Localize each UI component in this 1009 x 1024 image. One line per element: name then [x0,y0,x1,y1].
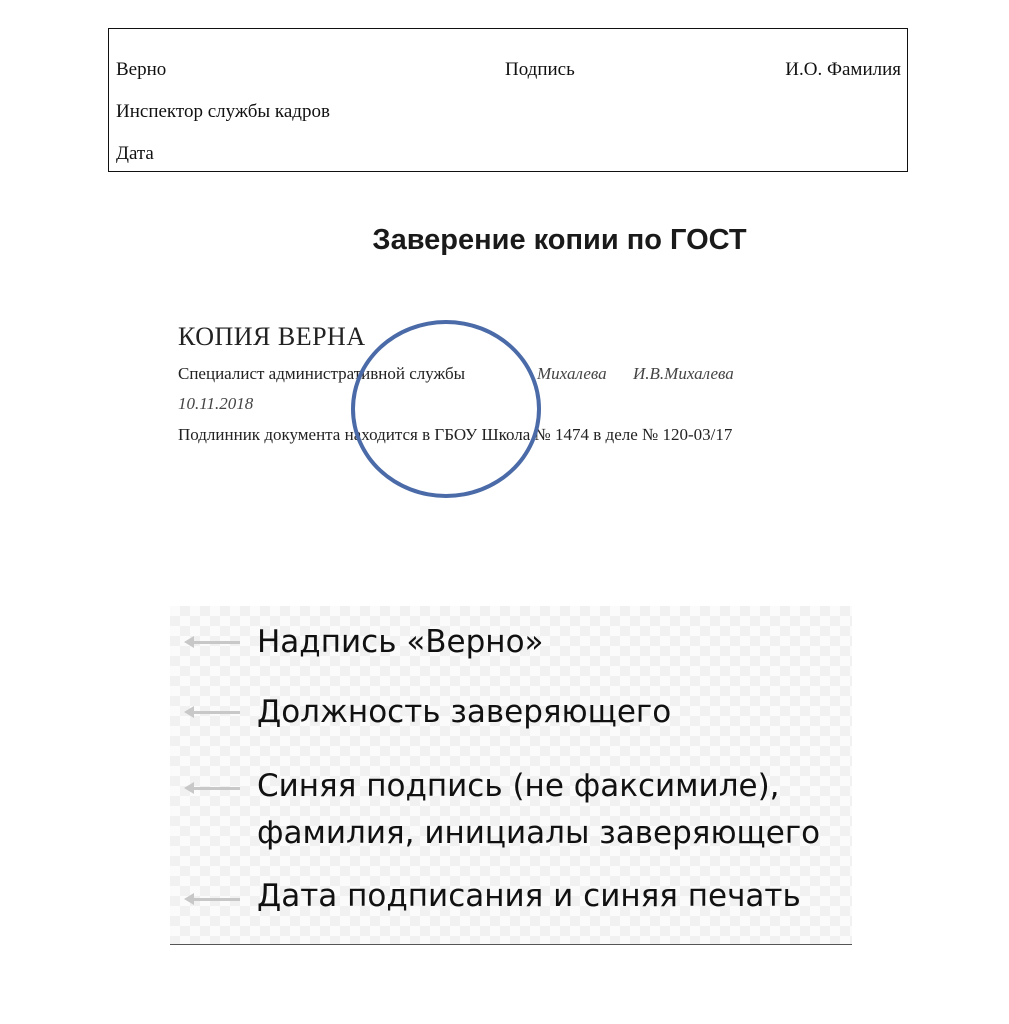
kopia-verna-text: КОПИЯ ВЕРНА [178,322,366,351]
legend-panel [170,606,852,945]
fio-label: И.О. Фамилия [785,59,901,80]
inspector-label: Инспектор службы кадров [116,101,330,122]
verno-label: Верно [116,59,167,80]
sign-date-text: 10.11.2018 [178,394,254,413]
position-text: Специалист административной службы [178,364,466,383]
legend-text: Должность заверяющего [257,694,672,730]
legend-text: Синяя подпись (не факсимиле), [257,768,780,804]
page-title: Заверение копии по ГОСТ [372,224,747,256]
seal-stamp-icon [351,320,541,498]
signer-name-text: И.В.Михалева [633,364,734,383]
arrow-left-icon [184,787,240,790]
arrow-left-icon [184,898,240,901]
signature-label: Подпись [505,59,575,80]
legend-text: фамилия, инициалы заверяющего [257,815,821,851]
arrow-left-icon [184,641,240,644]
legend-text: Надпись «Верно» [257,624,544,660]
arrow-left-icon [184,711,240,714]
original-location-text: Подлинник документа находится в ГБОУ Школа № 1474 в деле № 120-03/17 [178,425,733,444]
date-label: Дата [116,143,154,164]
signature-text: Михалева [537,364,607,383]
certification-template-box [108,28,908,172]
legend-text: Дата подписания и синяя печать [257,878,801,914]
